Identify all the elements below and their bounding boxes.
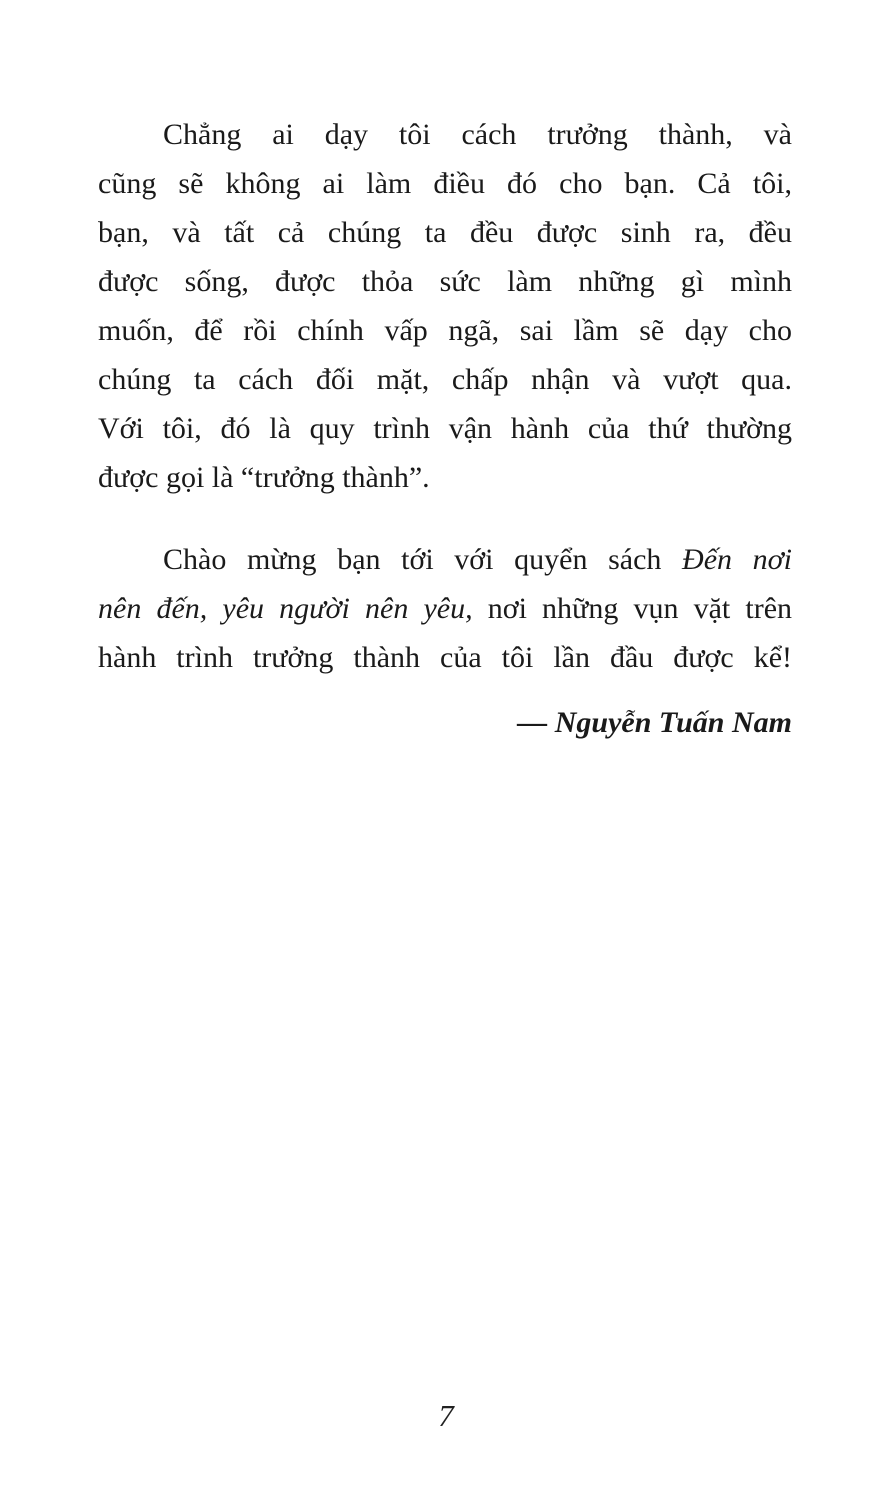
text-line: bạn, và tất cả chúng ta đều được sinh ra, đều	[98, 216, 792, 249]
page-number: 7	[438, 1398, 454, 1433]
text-line	[98, 535, 792, 584]
text-line: cũng sẽ không ai làm điều đó cho bạn. Cả tôi,	[98, 167, 792, 200]
text-segment: Chào mừng bạn tới với quyển sách	[163, 543, 683, 576]
text-line: được gọi là “trưởng thành”.	[98, 461, 430, 494]
author-attribution: — Nguyễn Tuấn Nam	[517, 706, 792, 739]
text-line: muốn, để rồi chính vấp ngã, sai lầm sẽ dạy cho	[98, 314, 792, 347]
text-line: Chẳng ai dạy tôi cách trưởng thành, và	[163, 118, 792, 151]
text-line: được sống, được thỏa sức làm những gì mình	[98, 265, 792, 298]
text-segment: nơi những vụn vặt trên	[472, 592, 793, 625]
paragraph-2	[98, 535, 792, 682]
text-line: hành trình trưởng thành của tôi lần đầu được kể!	[98, 641, 792, 674]
text-line: chúng ta cách đối mặt, chấp nhận và vượt qua.	[98, 363, 792, 396]
text-line: Với tôi, đó là quy trình vận hành của thứ thường	[98, 412, 792, 445]
text-line	[98, 584, 792, 633]
text-block	[98, 110, 792, 747]
book-title-segment: nên đến, yêu người nên yêu,	[98, 592, 473, 625]
book-title-segment: Đến nơi	[682, 543, 793, 576]
paragraph-1	[98, 110, 792, 502]
